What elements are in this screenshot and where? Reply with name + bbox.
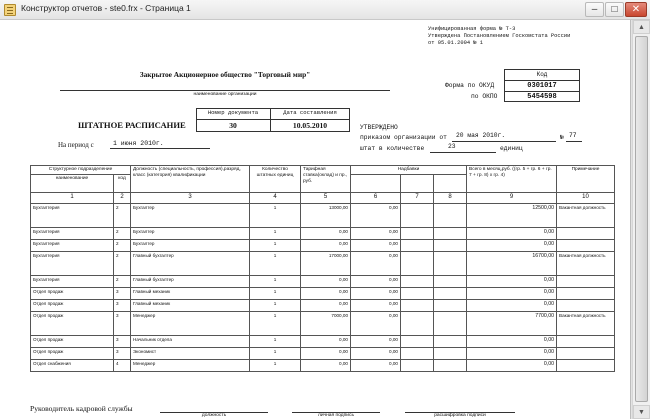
- position-cell: Главный механик: [131, 287, 250, 299]
- doc-date-value: 10.05.2010: [292, 121, 328, 130]
- scroll-up-icon[interactable]: ▲: [633, 20, 650, 34]
- position-cell: Главный бухгалтер: [131, 251, 250, 275]
- allowance-3-cell: [434, 347, 467, 359]
- doc-date-label: Дата составления: [283, 109, 337, 116]
- staff-table: [30, 165, 615, 372]
- rate-cell: 7000,00: [301, 311, 351, 335]
- total-cell: 0,00: [467, 227, 557, 239]
- organization-caption: наименование организации: [193, 92, 257, 97]
- note-cell: [557, 239, 615, 251]
- total-cell: 0,00: [467, 347, 557, 359]
- note-header: Примечание: [557, 166, 615, 193]
- note-cell: [557, 335, 615, 347]
- unit-name-cell: Отдел продаж: [31, 335, 114, 347]
- allowance-cell: 0,00: [351, 227, 401, 239]
- allowance-3-cell: [434, 203, 467, 227]
- unit-code-cell: 3: [114, 347, 131, 359]
- note-cell: Вакантная должность: [557, 311, 615, 335]
- allowance-3-cell: [434, 239, 467, 251]
- unit-name-cell: Бухгалтерия: [31, 275, 114, 287]
- allowance-2-cell: [401, 251, 434, 275]
- window-title: Конструктор отчетов - ste0.frx - Страница 1: [21, 3, 191, 13]
- allowance-cell: 0,00: [351, 311, 401, 335]
- allowance-cell: 0,00: [351, 359, 401, 371]
- allowance-2-cell: [401, 347, 434, 359]
- position-cell: Главный бухгалтер: [131, 275, 250, 287]
- count-cell: 1: [250, 359, 301, 371]
- allowance-cell: 0,00: [351, 299, 401, 311]
- position-cell: Менеджер: [131, 359, 250, 371]
- allowance-cell: 0,00: [351, 239, 401, 251]
- okpo-label: по ОКПО: [471, 93, 498, 100]
- allowance-3-cell: [434, 227, 467, 239]
- form-line-3: от 05.01.2004 № 1: [428, 40, 483, 46]
- unit-name-cell: Отдел продаж: [31, 299, 114, 311]
- note-cell: [557, 359, 615, 371]
- rate-cell: 0,00: [301, 359, 351, 371]
- allowance-2-cell: [401, 275, 434, 287]
- allowance-cell: 0,00: [351, 275, 401, 287]
- allowance-2-cell: [401, 359, 434, 371]
- count-cell: 1: [250, 299, 301, 311]
- position-cell: Начальник отдела: [131, 335, 250, 347]
- rate-cell: 17000,00: [301, 251, 351, 275]
- note-cell: [557, 347, 615, 359]
- allowance-3-cell: [434, 299, 467, 311]
- allowance-3-cell: [434, 335, 467, 347]
- unit-code-cell: 3: [114, 299, 131, 311]
- approval-heading: УТВЕРЖДЕНО: [360, 124, 398, 131]
- staff-label: штат в количестве: [360, 145, 425, 152]
- count-header: Количество штатных единиц: [250, 166, 301, 193]
- position-cell: Экономист: [131, 347, 250, 359]
- table-row: [31, 287, 615, 299]
- count-cell: 1: [250, 335, 301, 347]
- allowance-3-cell: [434, 359, 467, 371]
- position-cell: Бухгалтер: [131, 239, 250, 251]
- table-row: [31, 335, 615, 347]
- col-number: 10: [557, 192, 615, 203]
- allowance-2-cell: [401, 311, 434, 335]
- table-row: [31, 251, 615, 275]
- caption-decoding: расшифровка подписи: [434, 413, 486, 418]
- total-cell: 0,00: [467, 335, 557, 347]
- unit-name-header: наименование: [31, 174, 114, 192]
- position-cell: Главный механик: [131, 299, 250, 311]
- note-cell: Вакантная должность: [557, 251, 615, 275]
- table-row: [31, 239, 615, 251]
- order-date: 20 мая 2010г.: [456, 132, 506, 139]
- unit-name-cell: Бухгалтерия: [31, 227, 114, 239]
- period-label: На период с: [58, 141, 94, 149]
- allowance-cell: 0,00: [351, 287, 401, 299]
- form-line-1: Унифицированная форма № Т-3: [428, 26, 516, 32]
- note-cell: [557, 287, 615, 299]
- count-cell: 1: [250, 275, 301, 287]
- allowance-2-cell: [401, 299, 434, 311]
- report-page: [0, 20, 631, 419]
- caption-position: должность: [201, 413, 227, 418]
- position-cell: Бухгалтер: [131, 203, 250, 227]
- col-number: 3: [131, 192, 250, 203]
- report-designer-icon: [4, 4, 16, 16]
- okud-value: 0301017: [527, 82, 557, 90]
- okud-label: Форма по ОКУД: [445, 82, 495, 89]
- note-cell: Вакантная должность: [557, 203, 615, 227]
- document-title: ШТАТНОЕ РАСПИСАНИЕ: [78, 120, 186, 130]
- unit-code-cell: 3: [114, 311, 131, 335]
- table-row: [31, 311, 615, 335]
- count-cell: 1: [250, 347, 301, 359]
- col-number: 7: [401, 192, 434, 203]
- period-value: 1 июня 2010г.: [113, 140, 164, 147]
- count-cell: 1: [250, 311, 301, 335]
- order-label: приказом организации от: [360, 134, 447, 141]
- unit-code-cell: 3: [114, 287, 131, 299]
- allowance-cell: 0,00: [351, 251, 401, 275]
- close-button[interactable]: ✕: [625, 2, 647, 17]
- head-label: Руководитель кадровой службы: [30, 404, 133, 413]
- allowance-2-cell: [401, 203, 434, 227]
- organization-name: Закрытое Акционерное общество "Торговый мир": [139, 70, 311, 79]
- caption-signature: личная подпись: [317, 413, 355, 418]
- unit-code-header: код: [114, 174, 131, 192]
- unit-code-cell: 4: [114, 359, 131, 371]
- note-cell: [557, 275, 615, 287]
- col-number: 4: [250, 192, 301, 203]
- rate-cell: 0,00: [301, 335, 351, 347]
- total-cell: 12500,00: [467, 203, 557, 227]
- report-viewport: [0, 20, 650, 419]
- unit-code-cell: 2: [114, 251, 131, 275]
- staff-rows: [31, 203, 615, 371]
- total-cell: 0,00: [467, 275, 557, 287]
- unit-name-cell: Отдел продаж: [31, 311, 114, 335]
- scroll-down-icon[interactable]: ▼: [633, 405, 650, 419]
- unit-code-cell: 3: [114, 335, 131, 347]
- vertical-scrollbar[interactable]: [632, 20, 650, 419]
- scroll-thumb[interactable]: [635, 36, 648, 402]
- allowance-cell: 0,00: [351, 335, 401, 347]
- window-titlebar: [0, 0, 650, 20]
- allowance-cell: 0,00: [351, 203, 401, 227]
- order-number: 77: [569, 132, 577, 139]
- col-number: 8: [434, 192, 467, 203]
- table-row: [31, 347, 615, 359]
- note-cell: [557, 299, 615, 311]
- unit-name-cell: Бухгалтерия: [31, 239, 114, 251]
- unit-code-cell: 2: [114, 275, 131, 287]
- rate-cell: 0,00: [301, 239, 351, 251]
- column-numbers-row: [31, 192, 615, 203]
- staff-count: 23: [448, 143, 456, 150]
- maximize-button[interactable]: □: [605, 2, 624, 17]
- col-number: 9: [467, 192, 557, 203]
- allowances-header: Надбавки: [351, 166, 467, 175]
- table-row: [31, 227, 615, 239]
- table-row: [31, 299, 615, 311]
- doc-number-value: 30: [229, 121, 237, 130]
- unit-name-cell: Отдел продаж: [31, 287, 114, 299]
- unit-name-cell: Отдел снабжения: [31, 359, 114, 371]
- total-cell: 7700,00: [467, 311, 557, 335]
- allowance-3-cell: [434, 251, 467, 275]
- total-cell: 16700,00: [467, 251, 557, 275]
- rate-cell: 13000,00: [301, 203, 351, 227]
- rate-cell: 0,00: [301, 275, 351, 287]
- allowance-2-cell: [401, 239, 434, 251]
- position-cell: Менеджер: [131, 311, 250, 335]
- total-cell: 0,00: [467, 287, 557, 299]
- rate-cell: 0,00: [301, 227, 351, 239]
- allowance-cell: 0,00: [351, 347, 401, 359]
- minimize-button[interactable]: –: [585, 2, 604, 17]
- position-cell: Бухгалтер: [131, 227, 250, 239]
- rate-cell: 0,00: [301, 347, 351, 359]
- total-cell: 0,00: [467, 299, 557, 311]
- form-line-2: Утверждена Постановлением Госкомстата России: [428, 33, 571, 39]
- unit-name-cell: Отдел продаж: [31, 347, 114, 359]
- unit-code-cell: 2: [114, 239, 131, 251]
- unit-name-cell: Бухгалтерия: [31, 203, 114, 227]
- col-number: 5: [301, 192, 351, 203]
- count-cell: 1: [250, 227, 301, 239]
- col-number: 2: [114, 192, 131, 203]
- allowance-3-cell: [434, 275, 467, 287]
- total-cell: 0,00: [467, 239, 557, 251]
- unit-code-cell: 2: [114, 203, 131, 227]
- code-header: Код: [536, 71, 548, 78]
- unit-code-cell: 2: [114, 227, 131, 239]
- table-row: [31, 275, 615, 287]
- count-cell: 1: [250, 239, 301, 251]
- allowance-3-cell: [434, 287, 467, 299]
- count-cell: 1: [250, 251, 301, 275]
- allowance-3-cell: [434, 311, 467, 335]
- total-cell: 0,00: [467, 359, 557, 371]
- rate-cell: 0,00: [301, 287, 351, 299]
- table-row: [31, 359, 615, 371]
- order-number-label: №: [560, 134, 564, 141]
- unit-name-cell: Бухгалтерия: [31, 251, 114, 275]
- note-cell: [557, 227, 615, 239]
- rate-header: Тарифная ставка(оклад) и пр., руб.: [301, 166, 351, 193]
- unit-header: Структурное подразделение: [31, 166, 131, 175]
- table-row: [31, 203, 615, 227]
- col-number: 1: [31, 192, 114, 203]
- col-number: 6: [351, 192, 401, 203]
- position-header: Должность (специальность, профессия),разряд, класс (категория) квалификации: [131, 166, 250, 193]
- total-header: Всего в месяц,руб. ((гр. 5 + гр. 6 + гр. 7 + гр. 8) x гр. 4): [467, 166, 557, 193]
- count-cell: 1: [250, 287, 301, 299]
- doc-number-label: Номер документа: [207, 109, 259, 116]
- allowance-2-cell: [401, 227, 434, 239]
- count-cell: 1: [250, 203, 301, 227]
- rate-cell: 0,00: [301, 299, 351, 311]
- okpo-value: 5454598: [527, 93, 557, 101]
- allowance-2-cell: [401, 335, 434, 347]
- staff-unit: единиц: [500, 145, 523, 152]
- allowance-2-cell: [401, 287, 434, 299]
